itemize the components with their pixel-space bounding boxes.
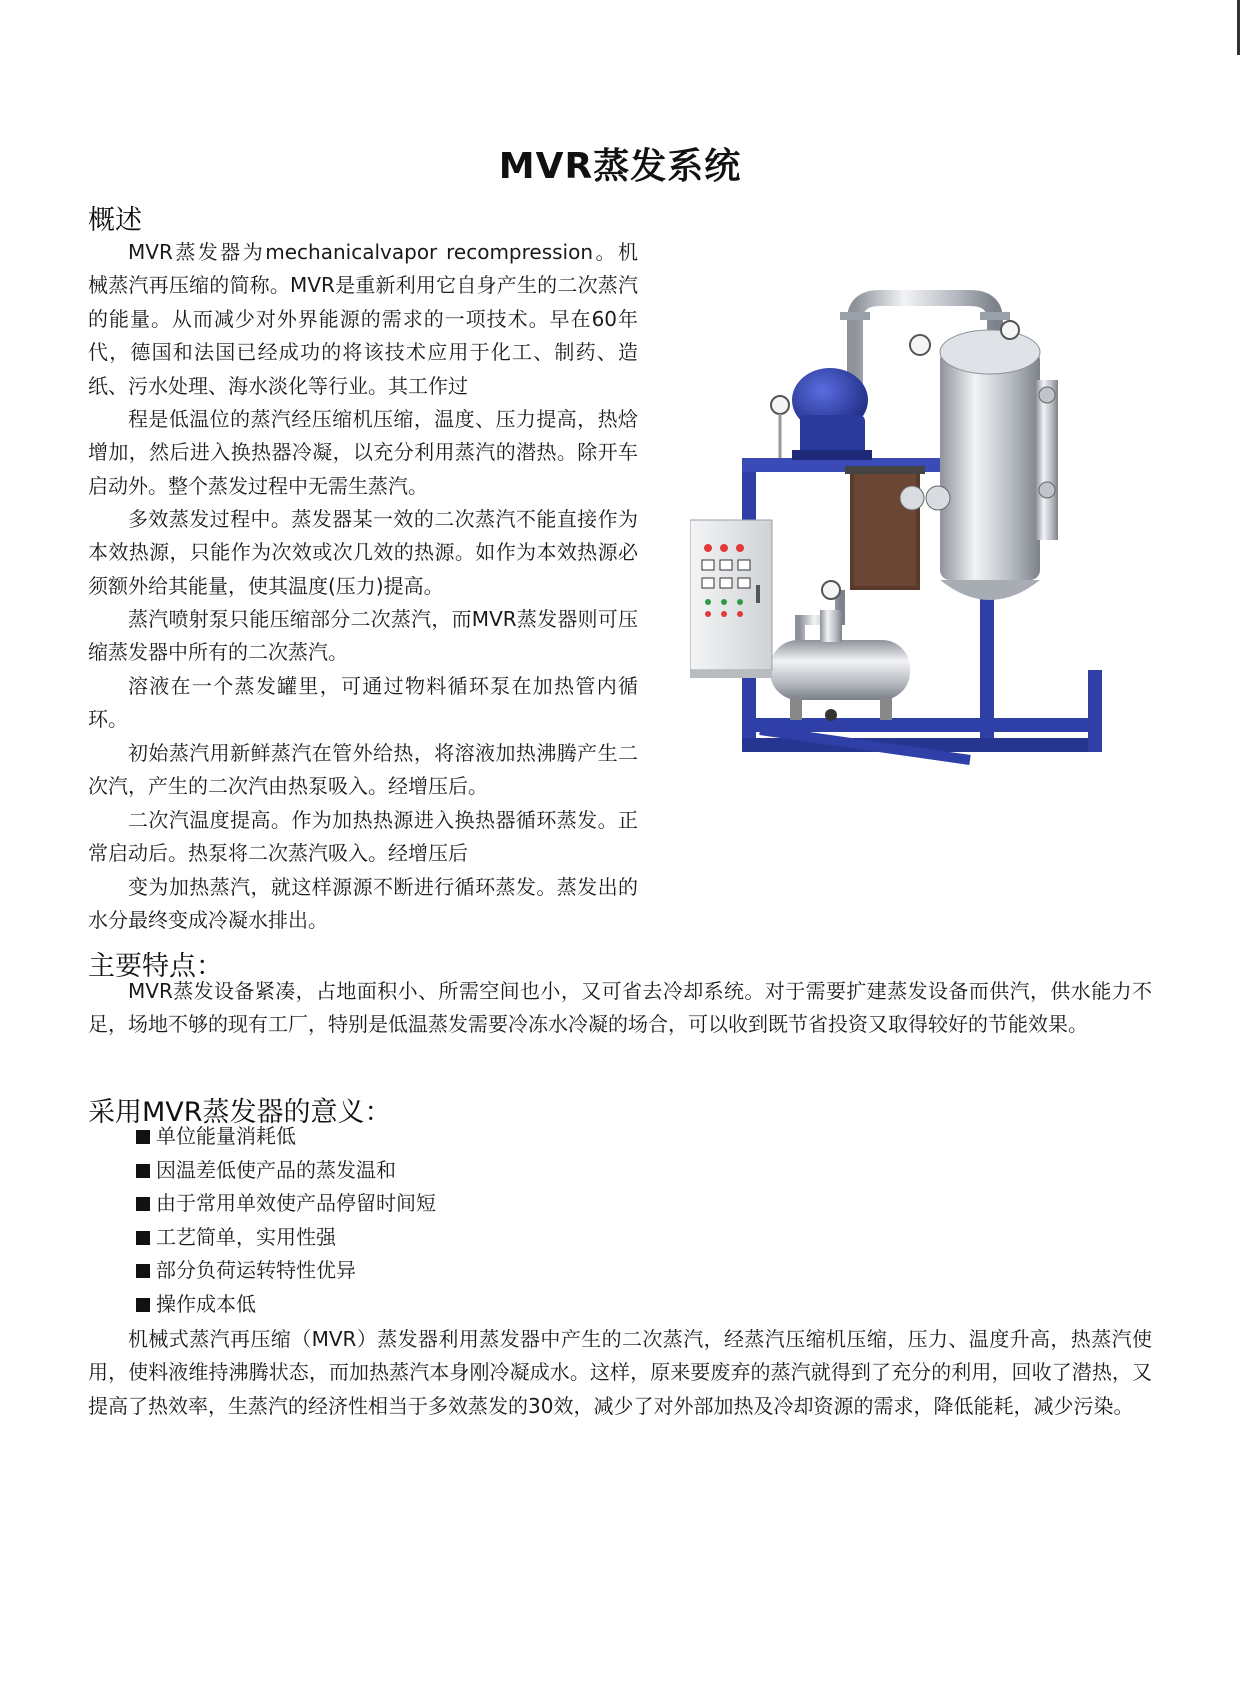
overview-heading: 概述 bbox=[88, 205, 142, 236]
overview-paragraph-1: MVR蒸发器为mechanicalvapor recompression。机械蒸汽再压缩的简称。MVR是重新利用它自身产生的二次蒸汽的能量。从而减少对外界能源的需求的一项技术。早在60年代，德国和法国已经成功的将该技术应用于化工、制药、造纸、污水处理、海水淡化等行业。其工作过 bbox=[88, 240, 638, 398]
significance-bullet-list bbox=[136, 1120, 436, 1322]
bullet-item: 由于常用单效使产品停留时间短 bbox=[136, 1187, 436, 1221]
square-bullet-icon bbox=[136, 1197, 150, 1211]
significance-heading: 采用MVR蒸发器的意义： bbox=[88, 1097, 392, 1128]
overview-paragraph-5: 溶液在一个蒸发罐里，可通过物料循环泵在加热管内循环。 bbox=[88, 674, 638, 732]
bullet-item: 工艺简单，实用性强 bbox=[136, 1221, 436, 1255]
bullet-item: 单位能量消耗低 bbox=[136, 1120, 436, 1154]
square-bullet-icon bbox=[136, 1298, 150, 1312]
features-paragraph: MVR蒸发设备紧凑，占地面积小、所需空间也小，又可省去冷却系统。对于需要扩建蒸发设备而供汽，供水能力不足，场地不够的现有工厂，特别是低温蒸发需要冷冻水冷凝的场合，可以收到既节省投资又取得较好的节能效果。 bbox=[88, 979, 1152, 1037]
square-bullet-icon bbox=[136, 1164, 150, 1178]
mvr-evaporator-photo bbox=[690, 290, 1130, 780]
square-bullet-icon bbox=[136, 1264, 150, 1278]
overview-paragraph-8: 变为加热蒸汽，就这样源源不断进行循环蒸发。蒸发出的水分最终变成冷凝水排出。 bbox=[88, 875, 638, 933]
overview-paragraph-2: 程是低温位的蒸汽经压缩机压缩，温度、压力提高，热焓增加，然后进入换热器冷凝，以充分利用蒸汽的潜热。除开车启动外。整个蒸发过程中无需生蒸汽。 bbox=[88, 407, 638, 498]
overview-paragraph-4: 蒸汽喷射泵只能压缩部分二次蒸汽，而MVR蒸发器则可压缩蒸发器中所有的二次蒸汽。 bbox=[88, 607, 638, 665]
page-title: MVR蒸发系统 bbox=[498, 146, 742, 187]
significance-paragraph: 机械式蒸汽再压缩（MVR）蒸发器利用蒸发器中产生的二次蒸汽，经蒸汽压缩机压缩，压力、温度升高，热蒸汽使用，使料液维持沸腾状态，而加热蒸汽本身刚冷凝成水。这样，原来要废弃的蒸汽就得到了充分的利用，回收了潜热，又提高了热效率，生蒸汽的经济性相当于多效蒸发的30效，减少了对外部加热及冷却资源的需求，降低能耗，减少污染。 bbox=[88, 1327, 1152, 1418]
overview-paragraph-7: 二次汽温度提高。作为加热热源进入换热器循环蒸发。正常启动后。热泵将二次蒸汽吸入。经增压后 bbox=[88, 808, 638, 866]
square-bullet-icon bbox=[136, 1231, 150, 1245]
overview-paragraph-6: 初始蒸汽用新鲜蒸汽在管外给热，将溶液加热沸腾产生二次汽，产生的二次汽由热泵吸入。经增压后。 bbox=[88, 741, 638, 799]
bullet-item: 因温差低使产品的蒸发温和 bbox=[136, 1154, 436, 1188]
square-bullet-icon bbox=[136, 1130, 150, 1144]
bullet-item: 操作成本低 bbox=[136, 1288, 436, 1322]
bullet-item: 部分负荷运转特性优异 bbox=[136, 1254, 436, 1288]
overview-paragraph-3: 多效蒸发过程中。蒸发器某一效的二次蒸汽不能直接作为本效热源，只能作为次效或次几效的热源。如作为本效热源必须额外给其能量，使其温度(压力)提高。 bbox=[88, 507, 638, 598]
features-heading: 主要特点： bbox=[88, 951, 223, 982]
